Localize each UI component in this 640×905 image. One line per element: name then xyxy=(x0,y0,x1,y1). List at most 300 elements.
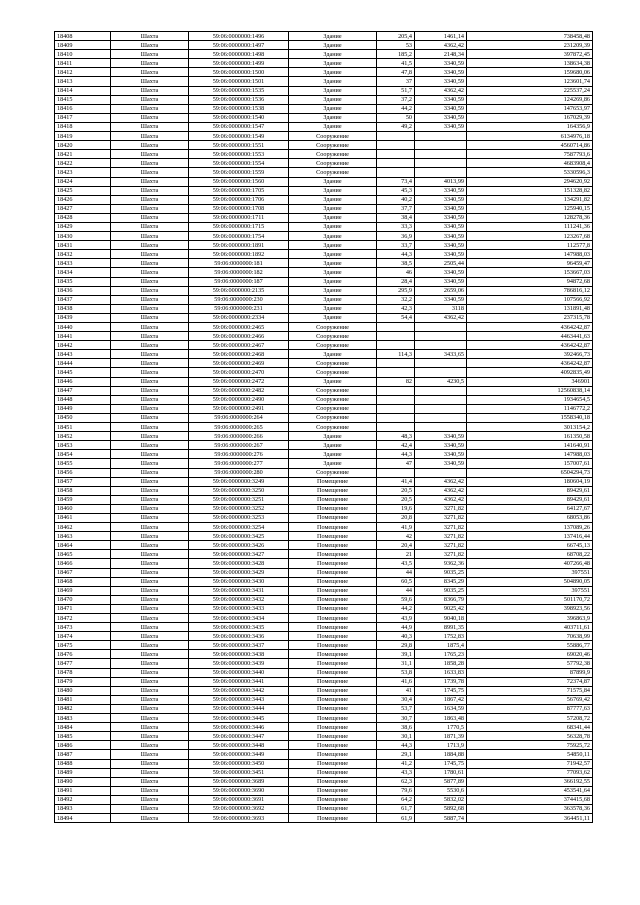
table-row xyxy=(55,723,593,732)
specific-value-cell: 3340,59 xyxy=(415,459,467,468)
row-number-cell: 18476 xyxy=(55,650,111,659)
object-type-cell: Помещение xyxy=(289,723,377,732)
table-row xyxy=(55,341,593,350)
location-cell: Шахта xyxy=(111,222,189,231)
table-row xyxy=(55,132,593,141)
area-cell: 28,4 xyxy=(377,277,415,286)
location-cell: Шахта xyxy=(111,359,189,368)
specific-value-cell xyxy=(415,159,467,168)
object-type-cell: Здание xyxy=(289,213,377,222)
area-cell: 20,4 xyxy=(377,541,415,550)
row-number-cell: 18413 xyxy=(55,77,111,86)
cadastral-number-cell: 59:06:0000000:267 xyxy=(189,441,289,450)
location-cell: Шахта xyxy=(111,814,189,823)
object-type-cell: Помещение xyxy=(289,541,377,550)
location-cell: Шахта xyxy=(111,113,189,122)
location-cell: Шахта xyxy=(111,368,189,377)
specific-value-cell xyxy=(415,468,467,477)
cadastral-number-cell: 59:06:0000000:3429 xyxy=(189,568,289,577)
location-cell: Шахта xyxy=(111,259,189,268)
cadastral-number-cell: 59:06:0000000:1497 xyxy=(189,41,289,50)
object-type-cell: Помещение xyxy=(289,532,377,541)
location-cell: Шахта xyxy=(111,95,189,104)
specific-value-cell: 1884,88 xyxy=(415,750,467,759)
table-row xyxy=(55,168,593,177)
cadastral-number-cell: 59:06:0000000:3432 xyxy=(189,595,289,604)
location-cell: Шахта xyxy=(111,595,189,604)
table-row xyxy=(55,550,593,559)
area-cell: 47,8 xyxy=(377,68,415,77)
table-row xyxy=(55,286,593,295)
location-cell: Шахта xyxy=(111,723,189,732)
cadastral-number-cell: 59:06:0000000:3427 xyxy=(189,550,289,559)
cadastral-value-cell: 131891,48 xyxy=(467,304,593,313)
cadastral-value-cell: 738458,48 xyxy=(467,32,593,41)
area-cell: 41,5 xyxy=(377,59,415,68)
row-number-cell: 18493 xyxy=(55,804,111,813)
row-number-cell: 18490 xyxy=(55,777,111,786)
row-number-cell: 18414 xyxy=(55,86,111,95)
location-cell: Шахта xyxy=(111,568,189,577)
specific-value-cell: 9035,25 xyxy=(415,568,467,577)
specific-value-cell: 3340,59 xyxy=(415,59,467,68)
location-cell: Шахта xyxy=(111,250,189,259)
row-number-cell: 18449 xyxy=(55,404,111,413)
cadastral-value-cell: 137089,26 xyxy=(467,523,593,532)
specific-value-cell: 1633,83 xyxy=(415,668,467,677)
location-cell: Шахта xyxy=(111,441,189,450)
row-number-cell: 18491 xyxy=(55,786,111,795)
cadastral-number-cell: 59:06:0000000:264 xyxy=(189,413,289,422)
area-cell xyxy=(377,132,415,141)
cadastral-value-cell: 94872,68 xyxy=(467,277,593,286)
cadastral-value-cell: 56328,78 xyxy=(467,732,593,741)
cadastral-value-cell: 111241,36 xyxy=(467,222,593,231)
cadastral-value-cell: 157007,61 xyxy=(467,459,593,468)
location-cell: Шахта xyxy=(111,641,189,650)
table-row xyxy=(55,350,593,359)
object-type-cell: Здание xyxy=(289,104,377,113)
area-cell xyxy=(377,141,415,150)
object-type-cell: Здание xyxy=(289,77,377,86)
object-type-cell: Здание xyxy=(289,313,377,322)
area-cell: 50 xyxy=(377,113,415,122)
table-row xyxy=(55,213,593,222)
row-number-cell: 18408 xyxy=(55,32,111,41)
cadastral-value-cell: 1146772,2 xyxy=(467,404,593,413)
row-number-cell: 18440 xyxy=(55,323,111,332)
table-row xyxy=(55,486,593,495)
table-row xyxy=(55,404,593,413)
object-type-cell: Здание xyxy=(289,113,377,122)
object-type-cell: Здание xyxy=(289,222,377,231)
cadastral-value-cell: 398923,56 xyxy=(467,604,593,613)
location-cell: Шахта xyxy=(111,186,189,195)
location-cell: Шахта xyxy=(111,586,189,595)
cadastral-number-cell: 59:06:0000000:3689 xyxy=(189,777,289,786)
row-number-cell: 18482 xyxy=(55,704,111,713)
specific-value-cell: 3118 xyxy=(415,304,467,313)
object-type-cell: Здание xyxy=(289,204,377,213)
specific-value-cell xyxy=(415,386,467,395)
table-row xyxy=(55,50,593,59)
table-row xyxy=(55,104,593,113)
specific-value-cell: 4230,5 xyxy=(415,377,467,386)
location-cell: Шахта xyxy=(111,313,189,322)
area-cell: 41,6 xyxy=(377,677,415,686)
specific-value-cell: 3340,59 xyxy=(415,122,467,131)
row-number-cell: 18488 xyxy=(55,759,111,768)
specific-value-cell: 4013,99 xyxy=(415,177,467,186)
location-cell: Шахта xyxy=(111,41,189,50)
area-cell: 33,3 xyxy=(377,222,415,231)
specific-value-cell: 3271,82 xyxy=(415,504,467,513)
area-cell: 29,8 xyxy=(377,641,415,650)
row-number-cell: 18436 xyxy=(55,286,111,295)
area-cell: 19,6 xyxy=(377,504,415,513)
cadastral-number-cell: 59:06:0000000:3428 xyxy=(189,559,289,568)
location-cell: Шахта xyxy=(111,650,189,659)
row-number-cell: 18419 xyxy=(55,132,111,141)
table-row xyxy=(55,323,593,332)
location-cell: Шахта xyxy=(111,68,189,77)
cadastral-value-cell: 147988,03 xyxy=(467,250,593,259)
location-cell: Шахта xyxy=(111,504,189,513)
cadastral-number-cell: 59:06:0000000:3435 xyxy=(189,623,289,632)
area-cell: 41,4 xyxy=(377,477,415,486)
cadastral-number-cell: 59:06:0000000:3449 xyxy=(189,750,289,759)
object-type-cell: Помещение xyxy=(289,741,377,750)
cadastral-value-cell: 3013154,2 xyxy=(467,423,593,432)
location-cell: Шахта xyxy=(111,132,189,141)
object-type-cell: Помещение xyxy=(289,577,377,586)
specific-value-cell xyxy=(415,368,467,377)
table-row xyxy=(55,195,593,204)
table-row xyxy=(55,86,593,95)
specific-value-cell: 5877,89 xyxy=(415,777,467,786)
row-number-cell: 18487 xyxy=(55,750,111,759)
area-cell: 43,3 xyxy=(377,768,415,777)
cadastral-number-cell: 59:06:0000000:3440 xyxy=(189,668,289,677)
row-number-cell: 18428 xyxy=(55,213,111,222)
cadastral-value-cell: 77093,62 xyxy=(467,768,593,777)
object-type-cell: Здание xyxy=(289,32,377,41)
specific-value-cell xyxy=(415,359,467,368)
table-row xyxy=(55,313,593,322)
row-number-cell: 18411 xyxy=(55,59,111,68)
object-type-cell: Помещение xyxy=(289,814,377,823)
cadastral-value-cell: 225537,24 xyxy=(467,86,593,95)
row-number-cell: 18410 xyxy=(55,50,111,59)
cadastral-value-cell: 4683908,4 xyxy=(467,159,593,168)
cadastral-number-cell: 59:06:0000000:3451 xyxy=(189,768,289,777)
specific-value-cell: 3271,82 xyxy=(415,513,467,522)
area-cell xyxy=(377,368,415,377)
object-type-cell: Помещение xyxy=(289,659,377,668)
location-cell: Шахта xyxy=(111,659,189,668)
object-type-cell: Помещение xyxy=(289,677,377,686)
row-number-cell: 18435 xyxy=(55,277,111,286)
location-cell: Шахта xyxy=(111,32,189,41)
location-cell: Шахта xyxy=(111,513,189,522)
table-row xyxy=(55,532,593,541)
table-row xyxy=(55,159,593,168)
cadastral-value-cell: 4560714,86 xyxy=(467,141,593,150)
specific-value-cell xyxy=(415,395,467,404)
object-type-cell: Сооружение xyxy=(289,168,377,177)
cadastral-number-cell: 59:06:0000000:2469 xyxy=(189,359,289,368)
cadastral-value-cell: 4364242,87 xyxy=(467,359,593,368)
row-number-cell: 18441 xyxy=(55,332,111,341)
row-number-cell: 18429 xyxy=(55,222,111,231)
location-cell: Шахта xyxy=(111,432,189,441)
cadastral-number-cell: 59:06:0000000:3447 xyxy=(189,732,289,741)
specific-value-cell: 9362,36 xyxy=(415,559,467,568)
table-row xyxy=(55,704,593,713)
area-cell xyxy=(377,323,415,332)
row-number-cell: 18485 xyxy=(55,732,111,741)
object-type-cell: Помещение xyxy=(289,795,377,804)
specific-value-cell: 1867,42 xyxy=(415,695,467,704)
row-number-cell: 18416 xyxy=(55,104,111,113)
object-type-cell: Помещение xyxy=(289,477,377,486)
cadastral-number-cell: 59:06:0000000:3251 xyxy=(189,495,289,504)
location-cell: Шахта xyxy=(111,559,189,568)
object-type-cell: Помещение xyxy=(289,523,377,532)
object-type-cell: Здание xyxy=(289,250,377,259)
object-type-cell: Здание xyxy=(289,195,377,204)
cadastral-number-cell: 59:06:0000000:187 xyxy=(189,277,289,286)
cadastral-number-cell: 59:06:0000000:182 xyxy=(189,268,289,277)
location-cell: Шахта xyxy=(111,614,189,623)
area-cell: 53,7 xyxy=(377,704,415,713)
object-type-cell: Помещение xyxy=(289,495,377,504)
cadastral-number-cell: 59:06:0000000:3438 xyxy=(189,650,289,659)
cadastral-number-cell: 59:06:0000000:3691 xyxy=(189,795,289,804)
location-cell: Шахта xyxy=(111,804,189,813)
cadastral-value-cell: 1934654,5 xyxy=(467,395,593,404)
table-row xyxy=(55,113,593,122)
table-row xyxy=(55,732,593,741)
specific-value-cell: 3340,59 xyxy=(415,232,467,241)
cadastral-value-cell: 294620,92 xyxy=(467,177,593,186)
cadastral-number-cell: 59:06:0000000:1547 xyxy=(189,122,289,131)
cadastral-value-cell: 64127,67 xyxy=(467,504,593,513)
object-type-cell: Здание xyxy=(289,59,377,68)
cadastral-value-cell: 159680,06 xyxy=(467,68,593,77)
area-cell: 40,3 xyxy=(377,632,415,641)
cadastral-number-cell: 59:06:0000000:1553 xyxy=(189,150,289,159)
location-cell: Шахта xyxy=(111,141,189,150)
area-cell: 30,1 xyxy=(377,732,415,741)
area-cell: 205,4 xyxy=(377,32,415,41)
area-cell: 41,2 xyxy=(377,759,415,768)
location-cell: Шахта xyxy=(111,332,189,341)
object-type-cell: Помещение xyxy=(289,786,377,795)
object-type-cell: Помещение xyxy=(289,504,377,513)
cadastral-value-cell: 7587793,6 xyxy=(467,150,593,159)
table-row xyxy=(55,595,593,604)
cadastral-number-cell: 59:06:0000000:1551 xyxy=(189,141,289,150)
specific-value-cell: 3340,59 xyxy=(415,195,467,204)
area-cell xyxy=(377,395,415,404)
cadastral-number-cell: 59:06:0000000:3249 xyxy=(189,477,289,486)
table-row xyxy=(55,432,593,441)
object-type-cell: Помещение xyxy=(289,777,377,786)
specific-value-cell: 3340,59 xyxy=(415,277,467,286)
area-cell: 114,3 xyxy=(377,350,415,359)
area-cell: 44,2 xyxy=(377,604,415,613)
location-cell: Шахта xyxy=(111,122,189,131)
table-row xyxy=(55,368,593,377)
location-cell: Шахта xyxy=(111,523,189,532)
location-cell: Шахта xyxy=(111,686,189,695)
area-cell: 42,4 xyxy=(377,441,415,450)
row-number-cell: 18457 xyxy=(55,477,111,486)
area-cell: 64,2 xyxy=(377,795,415,804)
table-row xyxy=(55,459,593,468)
cadastral-value-cell: 147988,03 xyxy=(467,450,593,459)
cadastral-value-cell: 68341,44 xyxy=(467,723,593,732)
row-number-cell: 18458 xyxy=(55,486,111,495)
location-cell: Шахта xyxy=(111,159,189,168)
specific-value-cell: 3340,59 xyxy=(415,295,467,304)
cadastral-number-cell: 59:06:0000000:3437 xyxy=(189,641,289,650)
object-type-cell: Здание xyxy=(289,122,377,131)
row-number-cell: 18454 xyxy=(55,450,111,459)
object-type-cell: Сооружение xyxy=(289,332,377,341)
cadastral-value-cell: 5330596,3 xyxy=(467,168,593,177)
row-number-cell: 18456 xyxy=(55,468,111,477)
specific-value-cell: 1765,23 xyxy=(415,650,467,659)
area-cell xyxy=(377,468,415,477)
object-type-cell: Помещение xyxy=(289,750,377,759)
object-type-cell: Помещение xyxy=(289,650,377,659)
table-row xyxy=(55,714,593,723)
area-cell xyxy=(377,159,415,168)
location-cell: Шахта xyxy=(111,777,189,786)
specific-value-cell: 1739,78 xyxy=(415,677,467,686)
row-number-cell: 18465 xyxy=(55,550,111,559)
object-type-cell: Здание xyxy=(289,50,377,59)
cadastral-value-cell: 125940,15 xyxy=(467,204,593,213)
object-type-cell: Сооружение xyxy=(289,359,377,368)
location-cell: Шахта xyxy=(111,277,189,286)
object-type-cell: Здание xyxy=(289,459,377,468)
cadastral-number-cell: 59:06:0000000:2472 xyxy=(189,377,289,386)
specific-value-cell: 4362,42 xyxy=(415,477,467,486)
cadastral-number-cell: 59:06:0000000:1500 xyxy=(189,68,289,77)
table-row xyxy=(55,450,593,459)
area-cell: 54,4 xyxy=(377,313,415,322)
area-cell: 44,3 xyxy=(377,741,415,750)
row-number-cell: 18461 xyxy=(55,513,111,522)
area-cell: 38,4 xyxy=(377,213,415,222)
row-number-cell: 18438 xyxy=(55,304,111,313)
cadastral-number-cell: 59:06:0000000:3434 xyxy=(189,614,289,623)
table-row xyxy=(55,204,593,213)
row-number-cell: 18462 xyxy=(55,523,111,532)
object-type-cell: Здание xyxy=(289,268,377,277)
object-type-cell: Помещение xyxy=(289,732,377,741)
specific-value-cell: 3340,59 xyxy=(415,432,467,441)
location-cell: Шахта xyxy=(111,423,189,432)
row-number-cell: 18434 xyxy=(55,268,111,277)
cadastral-value-cell: 397551 xyxy=(467,586,593,595)
table-row xyxy=(55,468,593,477)
row-number-cell: 18422 xyxy=(55,159,111,168)
cadastral-number-cell: 59:06:0000000:2334 xyxy=(189,313,289,322)
cadastral-value-cell: 89429,61 xyxy=(467,486,593,495)
specific-value-cell xyxy=(415,423,467,432)
location-cell: Шахта xyxy=(111,768,189,777)
table-row xyxy=(55,32,593,41)
row-number-cell: 18479 xyxy=(55,677,111,686)
specific-value-cell xyxy=(415,150,467,159)
cadastral-number-cell: 59:06:0000000:3252 xyxy=(189,504,289,513)
row-number-cell: 18432 xyxy=(55,250,111,259)
cadastral-number-cell: 59:06:0000000:3433 xyxy=(189,604,289,613)
specific-value-cell: 3340,59 xyxy=(415,104,467,113)
row-number-cell: 18446 xyxy=(55,377,111,386)
area-cell: 32,2 xyxy=(377,295,415,304)
specific-value-cell: 3340,59 xyxy=(415,241,467,250)
location-cell: Шахта xyxy=(111,759,189,768)
table-row xyxy=(55,504,593,513)
location-cell: Шахта xyxy=(111,632,189,641)
row-number-cell: 18412 xyxy=(55,68,111,77)
table-row xyxy=(55,77,593,86)
cadastral-value-cell: 66745,13 xyxy=(467,541,593,550)
location-cell: Шахта xyxy=(111,468,189,477)
row-number-cell: 18492 xyxy=(55,795,111,804)
cadastral-number-cell: 59:06:0000000:1536 xyxy=(189,95,289,104)
table-row xyxy=(55,795,593,804)
location-cell: Шахта xyxy=(111,86,189,95)
cadastral-value-cell: 138634,38 xyxy=(467,59,593,68)
cadastral-value-cell: 128278,36 xyxy=(467,213,593,222)
location-cell: Шахта xyxy=(111,77,189,86)
specific-value-cell: 1863,48 xyxy=(415,714,467,723)
specific-value-cell: 3340,59 xyxy=(415,441,467,450)
area-cell xyxy=(377,404,415,413)
area-cell: 295,9 xyxy=(377,286,415,295)
location-cell: Шахта xyxy=(111,732,189,741)
cadastral-value-cell: 6134976,18 xyxy=(467,132,593,141)
table-body xyxy=(55,32,593,823)
cadastral-value-cell: 396863,9 xyxy=(467,614,593,623)
object-type-cell: Помещение xyxy=(289,632,377,641)
specific-value-cell: 1745,75 xyxy=(415,759,467,768)
specific-value-cell: 9025,42 xyxy=(415,604,467,613)
object-type-cell: Сооружение xyxy=(289,395,377,404)
specific-value-cell: 1634,59 xyxy=(415,704,467,713)
area-cell xyxy=(377,386,415,395)
cadastral-number-cell: 59:06:0000000:2465 xyxy=(189,323,289,332)
object-type-cell: Сооружение xyxy=(289,323,377,332)
table-row xyxy=(55,695,593,704)
area-cell: 39,1 xyxy=(377,650,415,659)
specific-value-cell: 3340,59 xyxy=(415,450,467,459)
cadastral-number-cell: 59:06:0000000:3692 xyxy=(189,804,289,813)
area-cell: 44,3 xyxy=(377,450,415,459)
object-type-cell: Сооружение xyxy=(289,404,377,413)
table-row xyxy=(55,477,593,486)
location-cell: Шахта xyxy=(111,450,189,459)
table-row xyxy=(55,513,593,522)
area-cell: 31,1 xyxy=(377,659,415,668)
table-row xyxy=(55,768,593,777)
